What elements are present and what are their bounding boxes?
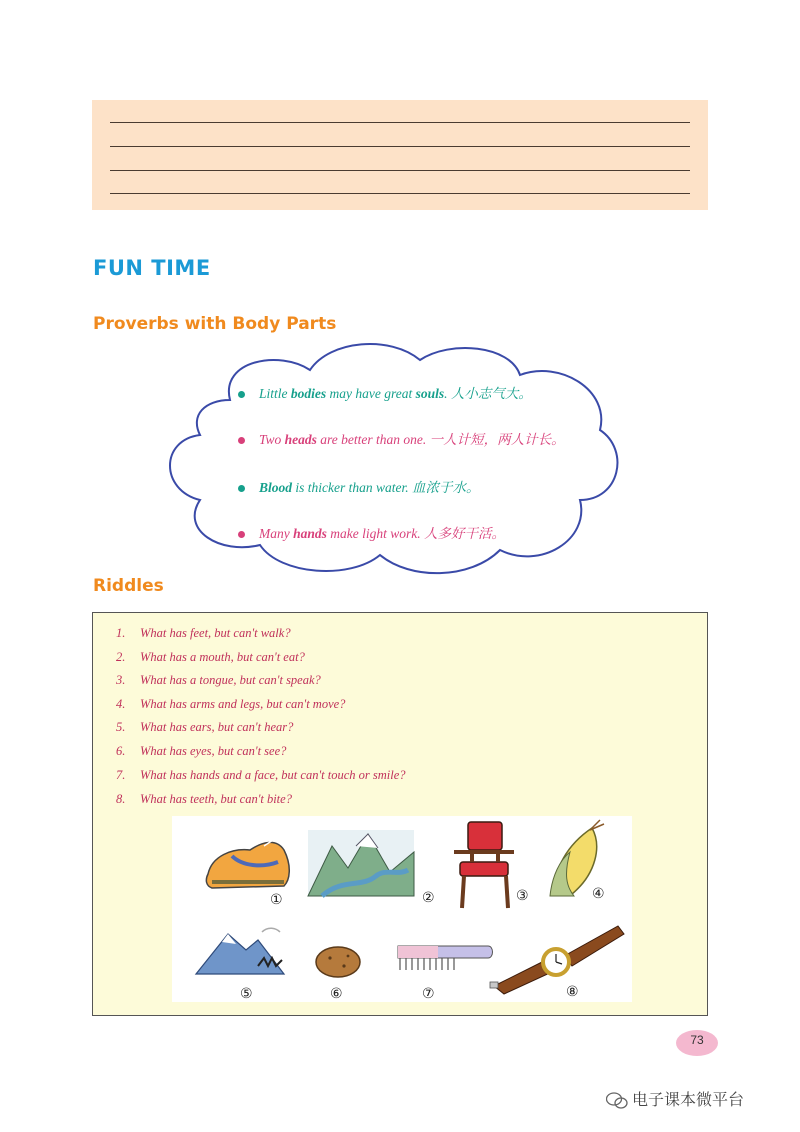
page-number: 73: [676, 1030, 718, 1056]
proverb-text: Two: [259, 432, 285, 447]
riddle-text: What has ears, but can't hear?: [140, 720, 294, 734]
proverb-keyword: hands: [293, 526, 327, 541]
riddle-item: [116, 650, 305, 665]
riddle-text: What has a mouth, but can't eat?: [140, 650, 305, 664]
riddle-item: [116, 697, 345, 712]
cloud-shape: [160, 330, 620, 580]
picture-number: ①: [270, 892, 283, 908]
riddle-number: 7.: [116, 768, 126, 782]
picture-number: ⑧: [566, 984, 579, 1000]
corn-icon: [550, 820, 604, 896]
potato-icon: [316, 947, 360, 977]
picture-number: ⑦: [422, 986, 435, 1002]
riddle-pictures: [172, 816, 632, 1002]
riddle-item: [116, 792, 292, 807]
picture-number: ⑤: [240, 986, 253, 1002]
proverb-keyword: Blood: [259, 480, 293, 495]
proverb-keyword: souls: [415, 386, 445, 401]
mountain-icon: [196, 928, 284, 974]
chair-icon: [454, 822, 514, 908]
proverb-keyword: heads: [284, 432, 317, 447]
writing-line: [110, 170, 690, 171]
riddle-number: 8.: [116, 792, 126, 806]
proverb-text: make light work. 人多好干活。: [326, 526, 506, 541]
riddle-text: What has feet, but can't walk?: [140, 626, 291, 640]
writing-area: [92, 100, 708, 210]
riddle-item: [116, 744, 286, 759]
picture-number: ④: [592, 886, 605, 902]
bullet-icon: [238, 531, 245, 538]
riddle-text: What has arms and legs, but can't move?: [140, 697, 346, 711]
proverb-2: [238, 428, 565, 448]
riddle-text: What has hands and a face, but can't touch or smile?: [140, 768, 406, 782]
writing-line: [110, 193, 690, 194]
riddle-text: What has eyes, but can't see?: [140, 744, 287, 758]
riddle-text: What has teeth, but can't bite?: [140, 792, 292, 806]
wechat-icon: [606, 1092, 628, 1110]
picture-number: ②: [422, 890, 435, 906]
riddle-number: 6.: [116, 744, 126, 758]
writing-line: [110, 122, 690, 123]
bullet-icon: [238, 437, 245, 444]
proverb-1: [238, 382, 532, 402]
proverb-text: are better than one. 一人计短，两人计长。: [316, 432, 565, 447]
riddle-number: 3.: [116, 673, 126, 687]
comb-icon: [398, 946, 493, 970]
riddle-number: 1.: [116, 626, 126, 640]
riddle-number: 2.: [116, 650, 126, 664]
bullet-icon: [238, 485, 245, 492]
riddle-item: [116, 626, 291, 641]
proverb-keyword: bodies: [290, 386, 327, 401]
proverb-3: [238, 476, 480, 496]
proverbs-heading: Proverbs with Body Parts: [93, 314, 337, 334]
shoe-icon: [206, 838, 289, 888]
proverb-4: [238, 522, 505, 542]
proverb-text: is thicker than water. 血浓于水。: [292, 480, 480, 495]
riddle-item: [116, 720, 293, 735]
writing-line: [110, 146, 690, 147]
riddle-item: [116, 673, 321, 688]
fun-time-heading: FUN TIME: [93, 256, 211, 280]
river-mountains-icon: [308, 830, 414, 896]
watermark-text: 电子课本微平台: [632, 1090, 745, 1109]
proverb-text: Many: [259, 526, 294, 541]
riddle-text: What has a tongue, but can't speak?: [140, 673, 321, 687]
proverb-text: Little: [259, 386, 291, 401]
riddles-heading: Riddles: [93, 576, 164, 596]
picture-number: ⑥: [330, 986, 343, 1002]
bullet-icon: [238, 391, 245, 398]
picture-number: ③: [516, 888, 529, 904]
proverb-text: may have great: [326, 386, 416, 401]
watermark: [606, 1087, 744, 1110]
riddle-item: [116, 768, 406, 783]
proverb-text: . 人小志气大。: [444, 386, 532, 401]
riddle-number: 5.: [116, 720, 126, 734]
riddle-number: 4.: [116, 697, 126, 711]
watch-icon: [490, 926, 624, 994]
